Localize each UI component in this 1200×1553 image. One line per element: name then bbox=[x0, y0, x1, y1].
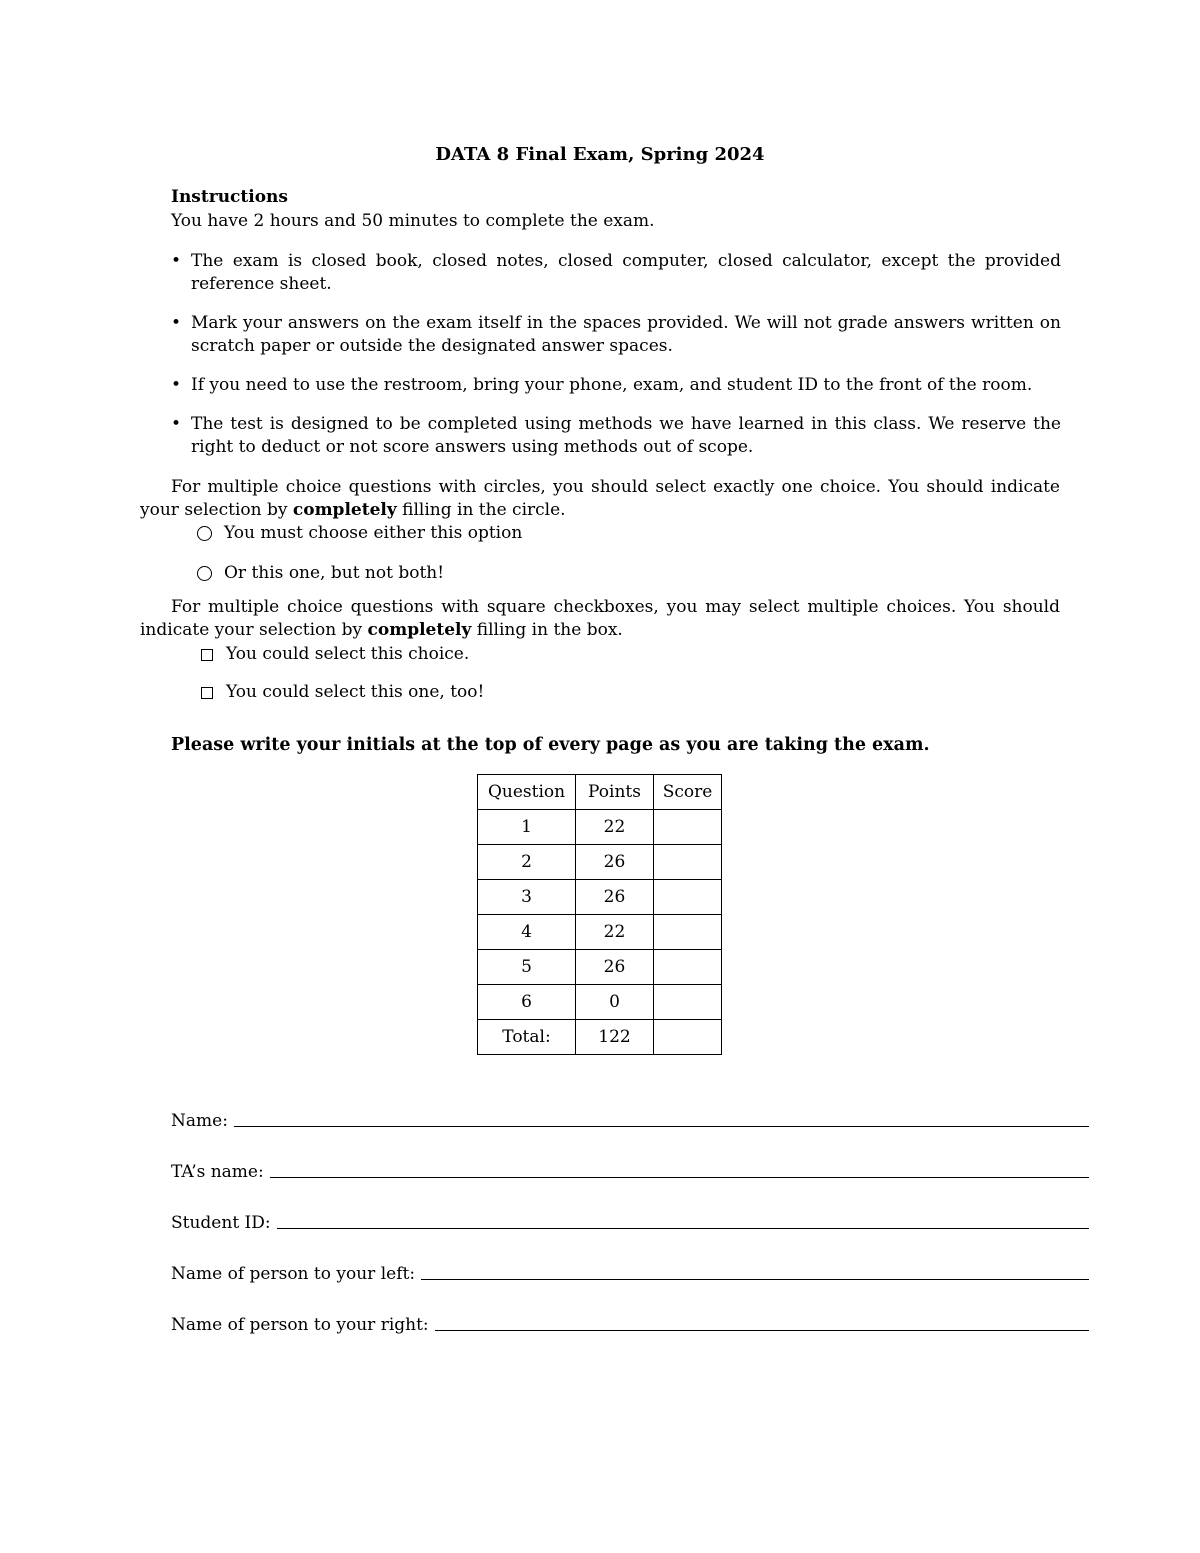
points-cell: 26 bbox=[576, 845, 654, 880]
score-table bbox=[477, 774, 722, 1055]
initials-note: Please write your initials at the top of every page as you are taking the exam. bbox=[171, 735, 930, 755]
points-cell: 22 bbox=[576, 915, 654, 950]
question-cell: 4 bbox=[478, 915, 576, 950]
table-row bbox=[478, 985, 722, 1020]
bullet-text: If you need to use the restroom, bring your phone, exam, and student ID to the front of the room. bbox=[191, 375, 1033, 395]
question-cell: 3 bbox=[478, 880, 576, 915]
squares-instructions: For multiple choice questions with square checkboxes, you may select multiple choices. You should indicate your selection by completely filling in the box. bbox=[140, 597, 1060, 640]
circles-instructions: For multiple choice questions with circles, you should select exactly one choice. You should indicate your selection by completely filling in the circle. bbox=[140, 477, 1060, 520]
name-label: Name: bbox=[171, 1111, 228, 1131]
option-label: You could select this choice. bbox=[226, 644, 470, 664]
bullet-icon: • bbox=[171, 313, 182, 333]
bullet-text: The test is designed to be completed using methods we have learned in this class. We reserve the right to deduct or not score answers using methods out of scope. bbox=[191, 414, 1061, 457]
table-row bbox=[478, 880, 722, 915]
left-person-field[interactable] bbox=[171, 1263, 1089, 1286]
checkbox-square-icon[interactable] bbox=[201, 649, 213, 661]
total-label: Total: bbox=[478, 1020, 576, 1055]
left-person-underline[interactable] bbox=[421, 1278, 1089, 1280]
question-cell: 5 bbox=[478, 950, 576, 985]
instruction-bullet bbox=[171, 250, 1061, 296]
question-cell: 6 bbox=[478, 985, 576, 1020]
header-points: Points bbox=[576, 775, 654, 810]
circle-option[interactable] bbox=[197, 522, 522, 545]
option-label: You must choose either this option bbox=[224, 523, 523, 543]
exam-title: DATA 8 Final Exam, Spring 2024 bbox=[435, 144, 765, 165]
points-cell: 26 bbox=[576, 950, 654, 985]
points-cell: 22 bbox=[576, 810, 654, 845]
bullet-text: The exam is closed book, closed notes, closed computer, closed calculator, except the provided reference sheet. bbox=[191, 251, 1061, 294]
ta-name-field[interactable] bbox=[171, 1161, 1089, 1184]
right-person-label: Name of person to your right: bbox=[171, 1315, 429, 1335]
question-cell: 1 bbox=[478, 810, 576, 845]
emphasis-completely: completely bbox=[292, 500, 397, 520]
table-header-row bbox=[478, 775, 722, 810]
score-cell[interactable] bbox=[654, 845, 722, 880]
table-total-row bbox=[478, 1020, 722, 1055]
radio-circle-icon[interactable] bbox=[197, 566, 212, 581]
student-id-field[interactable] bbox=[171, 1212, 1089, 1235]
radio-circle-icon[interactable] bbox=[197, 526, 212, 541]
instructions-heading: Instructions bbox=[171, 187, 288, 207]
table-row bbox=[478, 950, 722, 985]
score-cell[interactable] bbox=[654, 915, 722, 950]
instruction-bullet bbox=[171, 413, 1061, 459]
total-points-cell: 122 bbox=[576, 1020, 654, 1055]
instruction-bullet bbox=[171, 312, 1061, 358]
points-cell: 0 bbox=[576, 985, 654, 1020]
question-cell: 2 bbox=[478, 845, 576, 880]
square-option[interactable] bbox=[197, 643, 469, 666]
left-person-label: Name of person to your left: bbox=[171, 1264, 416, 1284]
ta-name-label: TA’s name: bbox=[171, 1162, 264, 1182]
square-option[interactable] bbox=[197, 681, 484, 704]
right-person-field[interactable] bbox=[171, 1314, 1089, 1337]
score-cell[interactable] bbox=[654, 950, 722, 985]
bullet-icon: • bbox=[171, 414, 182, 434]
student-id-label: Student ID: bbox=[171, 1213, 271, 1233]
checkbox-square-icon[interactable] bbox=[201, 687, 213, 699]
option-label: You could select this one, too! bbox=[226, 682, 485, 702]
score-cell[interactable] bbox=[654, 810, 722, 845]
ta-name-underline[interactable] bbox=[270, 1176, 1089, 1178]
bullet-text: Mark your answers on the exam itself in the spaces provided. We will not grade answers written on scratch paper or outside the designated answer spaces. bbox=[191, 313, 1061, 356]
right-person-underline[interactable] bbox=[435, 1329, 1089, 1331]
score-cell[interactable] bbox=[654, 985, 722, 1020]
student-id-underline[interactable] bbox=[277, 1227, 1089, 1229]
bullet-icon: • bbox=[171, 251, 182, 271]
table-row bbox=[478, 915, 722, 950]
time-limit-text: You have 2 hours and 50 minutes to complete the exam. bbox=[171, 211, 655, 231]
name-field[interactable] bbox=[171, 1110, 1089, 1133]
points-cell: 26 bbox=[576, 880, 654, 915]
instruction-bullet bbox=[171, 374, 1061, 397]
score-cell[interactable] bbox=[654, 880, 722, 915]
header-score: Score bbox=[654, 775, 722, 810]
name-underline[interactable] bbox=[234, 1125, 1089, 1127]
emphasis-completely: completely bbox=[367, 620, 472, 640]
option-label: Or this one, but not both! bbox=[224, 563, 445, 583]
total-score-cell[interactable] bbox=[654, 1020, 722, 1055]
header-question: Question bbox=[478, 775, 576, 810]
circle-option[interactable] bbox=[197, 562, 444, 585]
table-row bbox=[478, 845, 722, 880]
table-row bbox=[478, 810, 722, 845]
bullet-icon: • bbox=[171, 375, 182, 395]
